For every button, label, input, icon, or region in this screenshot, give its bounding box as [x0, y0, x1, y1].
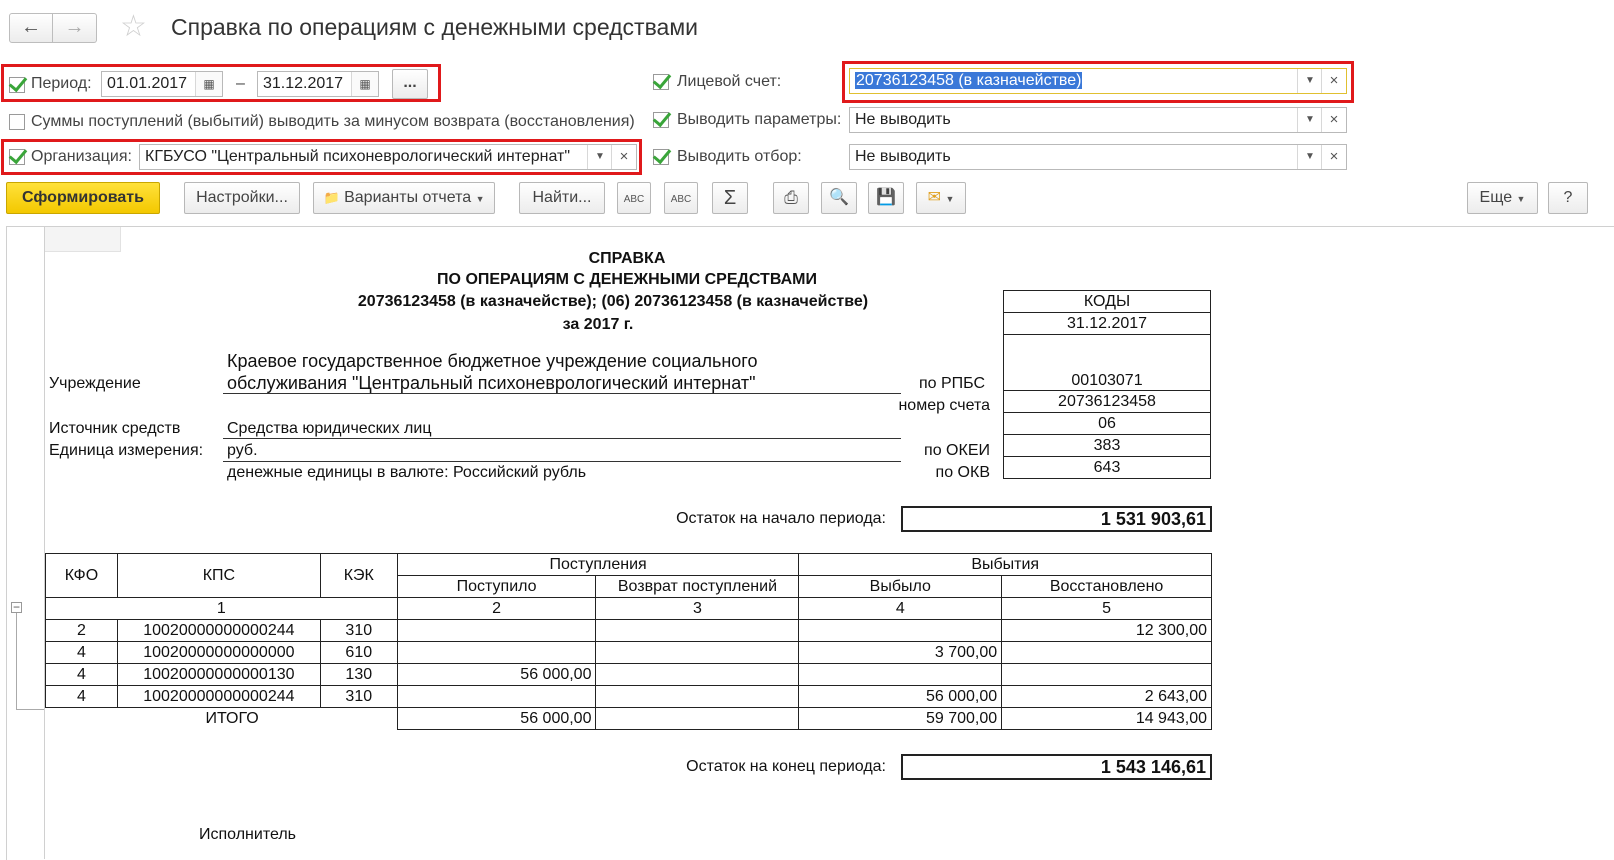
- settings-button[interactable]: Настройки...: [184, 182, 300, 214]
- save-button[interactable]: [868, 182, 904, 214]
- period-select-button[interactable]: ...: [392, 69, 428, 99]
- closing-balance-label: Остаток на конец периода:: [686, 758, 886, 775]
- chevron-down-icon[interactable]: ▼: [1297, 69, 1322, 93]
- unit-label: Единица измерения:: [49, 442, 204, 459]
- net-sums-checkbox[interactable]: [9, 114, 25, 130]
- col-kek: КЭК: [320, 554, 397, 598]
- group-collapse-toggle[interactable]: −: [12, 600, 20, 614]
- col-disposed: Выбыло: [799, 576, 1002, 598]
- net-sums-label: Суммы поступлений (выбытий) выводить за минусом возврата (восстановления): [31, 113, 635, 130]
- group-bracket-end: [16, 709, 44, 710]
- col-num-5: 5: [1002, 598, 1212, 620]
- report-period: за 2017 г.: [562, 316, 634, 333]
- total-label: ИТОГО: [205, 709, 259, 727]
- period-separator: –: [236, 75, 245, 92]
- calendar-icon[interactable]: ▦: [195, 72, 222, 96]
- table-row: 2 10020000000000244 310 12 300,00: [46, 620, 1212, 642]
- codes-table: [1003, 290, 1211, 479]
- report-title: СПРАВКА: [588, 250, 666, 267]
- selection-select[interactable]: Не выводить ▼ ×: [849, 144, 1347, 170]
- spellcheck-button[interactable]: [617, 182, 651, 214]
- executor-label: Исполнитель: [199, 826, 297, 843]
- col-kfo: КФО: [46, 554, 118, 598]
- col-receipts: Поступления: [397, 554, 799, 576]
- back-button[interactable]: [9, 13, 53, 43]
- help-button[interactable]: ?: [1548, 182, 1588, 214]
- report-corner-cell: [45, 227, 121, 252]
- rpbs-label: по РПБС: [918, 375, 985, 392]
- forward-button[interactable]: [53, 13, 97, 43]
- sigma-icon: Σ: [723, 187, 737, 209]
- chevron-down-icon: ▼: [475, 194, 485, 204]
- total-row: ИТОГО 56 000,00 59 700,00 14 943,00: [46, 708, 1212, 730]
- spellcheck-add-button[interactable]: [664, 182, 698, 214]
- sum-button[interactable]: [712, 182, 748, 214]
- period-label: Период:: [31, 75, 92, 92]
- unit-underline: [223, 461, 901, 462]
- col-num-4: 4: [799, 598, 1002, 620]
- preview-button[interactable]: [821, 182, 857, 214]
- source-value: Средства юридических лиц: [227, 420, 432, 437]
- codes-header: КОДЫ: [1004, 291, 1211, 313]
- report-variants-button[interactable]: 📁 Варианты отчета ▼: [313, 182, 495, 214]
- chevron-down-icon[interactable]: ▼: [587, 145, 612, 169]
- generate-button[interactable]: Сформировать: [6, 182, 160, 214]
- col-restored: Восстановлено: [1002, 576, 1212, 598]
- send-email-button[interactable]: [916, 182, 966, 214]
- table-row: 4 10020000000000244 310 56 000,00 2 643,00: [46, 686, 1212, 708]
- account-label: Лицевой счет:: [677, 73, 782, 90]
- magnifier-icon: 🔍: [829, 189, 849, 206]
- codes-date: 31.12.2017: [1004, 313, 1211, 335]
- col-returned: Возврат поступлений: [596, 576, 799, 598]
- params-select[interactable]: Не выводить ▼ ×: [849, 107, 1347, 133]
- unit-value: руб.: [227, 442, 258, 459]
- abc-plus-icon: ABC: [670, 194, 692, 205]
- chevron-down-icon[interactable]: ▼: [1297, 145, 1322, 169]
- organization-input[interactable]: КГБУСО "Центральный психоневрологический интернат" ▼ ×: [139, 144, 637, 170]
- institution-name-line1: Краевое государственное бюджетное учреждение социального: [227, 351, 758, 371]
- col-num-2: 2: [397, 598, 596, 620]
- okei-label: по ОКЕИ: [924, 442, 990, 459]
- col-kps: КПС: [117, 554, 320, 598]
- print-button[interactable]: [773, 182, 809, 214]
- col-received: Поступило: [397, 576, 596, 598]
- highlight-organization: [1, 139, 642, 175]
- printer-icon: ⎙: [784, 188, 798, 207]
- group-bracket-line: [16, 613, 17, 709]
- institution-label: Учреждение: [49, 375, 141, 392]
- codes-okv: 643: [1004, 457, 1211, 479]
- okv-label: по ОКВ: [935, 464, 990, 481]
- clear-icon[interactable]: ×: [1321, 108, 1346, 132]
- report-subtitle: ПО ОПЕРАЦИЯМ С ДЕНЕЖНЫМИ СРЕДСТВАМИ: [437, 271, 817, 288]
- codes-06: 06: [1004, 413, 1211, 435]
- highlight-period: [1, 64, 441, 102]
- opening-balance-value: 1 531 903,61: [901, 506, 1212, 532]
- envelope-icon: ✉: [927, 189, 942, 206]
- chevron-down-icon[interactable]: ▼: [1297, 108, 1322, 132]
- arrow-right-icon: →: [64, 16, 85, 38]
- account-number-label: номер счета: [898, 397, 990, 414]
- organization-label: Организация:: [31, 148, 132, 165]
- selection-checkbox[interactable]: [653, 149, 669, 165]
- clear-icon[interactable]: ×: [1321, 145, 1346, 169]
- closing-balance-value: 1 543 146,61: [901, 754, 1212, 780]
- folder-icon: 📁: [323, 190, 340, 205]
- clear-icon[interactable]: ×: [611, 145, 636, 169]
- currency-note: денежные единицы в валюте: Российский рубль: [227, 464, 587, 481]
- report-gutter-line: [44, 226, 45, 859]
- find-button[interactable]: Найти...: [519, 182, 605, 214]
- arrow-left-icon: ←: [21, 16, 41, 38]
- codes-rpbs: 00103071: [1004, 335, 1211, 391]
- selection-label: Выводить отбор:: [677, 148, 802, 165]
- more-button[interactable]: Еще ▼: [1467, 182, 1538, 214]
- params-label: Выводить параметры:: [677, 111, 842, 128]
- codes-okei: 383: [1004, 435, 1211, 457]
- abc-icon: ABC: [623, 194, 645, 205]
- clear-icon[interactable]: ×: [1321, 69, 1346, 93]
- col-disposals: Выбытия: [799, 554, 1212, 576]
- favorite-star-icon[interactable]: ☆: [120, 10, 147, 43]
- operations-table: [45, 553, 1212, 730]
- opening-balance-label: Остаток на начало периода:: [676, 510, 886, 527]
- col-num-3: 3: [596, 598, 799, 620]
- table-row: 4 10020000000000130 130 56 000,00: [46, 664, 1212, 686]
- institution-name-line2: обслуживания "Центральный психоневрологический интернат": [227, 373, 756, 393]
- institution-underline: [223, 393, 901, 394]
- page-title: Справка по операциям с денежными средствами: [171, 14, 699, 40]
- codes-account: 20736123458: [1004, 391, 1211, 413]
- col-num-1: 1: [46, 598, 398, 620]
- floppy-icon: 💾: [876, 189, 896, 206]
- chevron-down-icon: ▼: [945, 194, 955, 204]
- period-from-input[interactable]: 01.01.2017 ▦: [101, 71, 223, 97]
- chevron-down-icon: ▼: [1516, 194, 1526, 204]
- period-to-input[interactable]: 31.12.2017 ▦: [257, 71, 379, 97]
- calendar-icon[interactable]: ▦: [351, 72, 378, 96]
- source-label: Источник средств: [49, 420, 181, 437]
- table-row: 4 10020000000000000 610 3 700,00: [46, 642, 1212, 664]
- account-checkbox[interactable]: [653, 74, 669, 90]
- report-accounts: 20736123458 (в казначействе); (06) 20736123458 (в казначействе): [357, 293, 869, 310]
- highlight-account: [842, 61, 1354, 103]
- params-checkbox[interactable]: [653, 112, 669, 128]
- account-input[interactable]: 20736123458 (в казначействе) ▼ ×: [849, 68, 1347, 94]
- source-underline: [223, 438, 901, 439]
